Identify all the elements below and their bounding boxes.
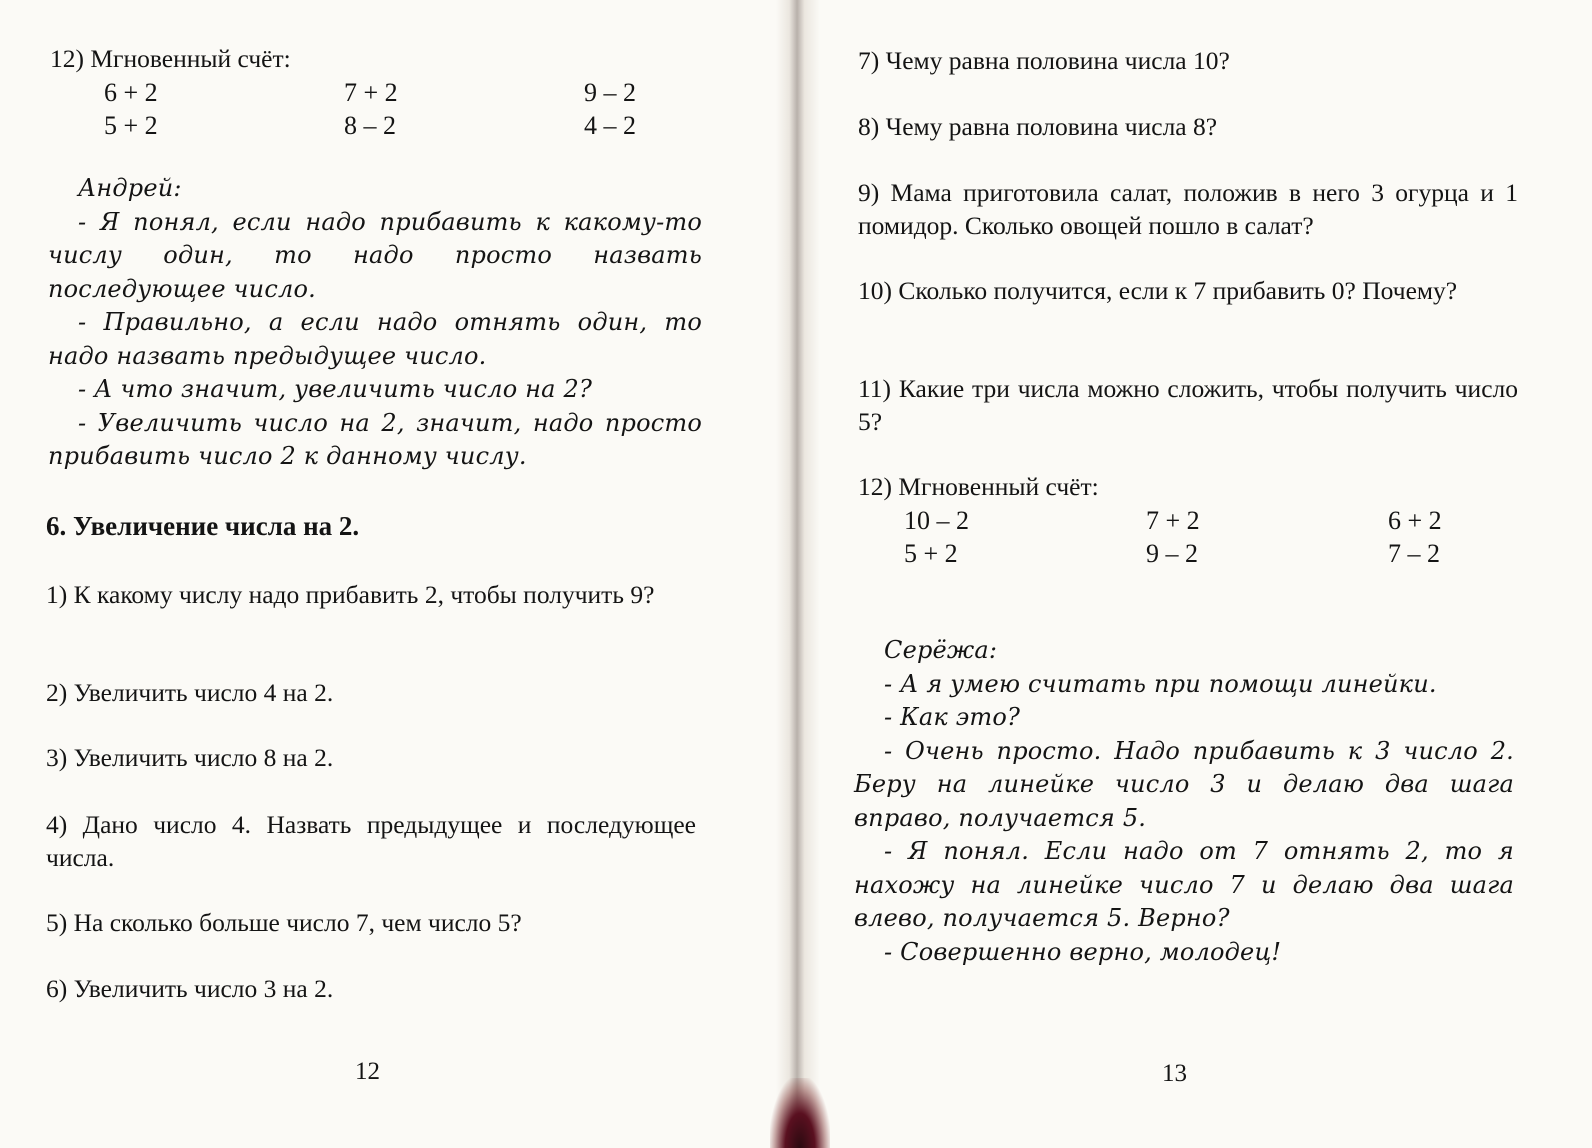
quick-count-grid <box>104 76 824 142</box>
quick-count-cell: 7 + 2 <box>1146 506 1200 535</box>
page-13 <box>808 0 1592 1148</box>
dialogue-line: - Увеличить число на 2, значит, надо просто прибавить число 2 к данному числу. <box>48 408 702 470</box>
dialogue-speaker: Андрей: <box>78 174 182 202</box>
question-5: 5) На сколько больше число 7, чем число 5? <box>46 908 522 937</box>
question-11: 11) Какие три числа можно сложить, чтобы получить число 5? <box>858 374 1518 436</box>
dialogue-line: - А что значит, увеличить число на 2? <box>78 375 593 403</box>
question-4: 4) Дано число 4. Назвать предыдущее и последующее числа. <box>46 810 696 872</box>
quick-count-cell: 6 + 2 <box>1388 506 1442 535</box>
question-8: 8) Чему равна половина числа 8? <box>858 112 1218 141</box>
dialogue-line: - Я понял, если надо прибавить к какому-то числу один, то надо просто назвать последующее число. <box>48 207 702 303</box>
dialogue-line: - Очень просто. Надо прибавить к 3 число 2. Беру на линейке число 3 и делаю два шага вправо, получается 5. <box>854 736 1514 832</box>
question-2: 2) Увеличить число 4 на 2. <box>46 678 334 707</box>
quick-count-cell: 5 + 2 <box>104 111 158 140</box>
quick-count-label: 12) Мгновенный счёт: <box>858 472 1099 501</box>
dialogue-line: - Правильно, а если надо отнять один, то надо назвать предыдущее число. <box>48 308 702 370</box>
question-3: 3) Увеличить число 8 на 2. <box>46 743 334 772</box>
dialogue-line: - А я умею считать при помощи линейки. <box>884 669 1437 698</box>
question-1: 1) К какому числу надо прибавить 2, чтобы получить 9? <box>46 580 655 609</box>
quick-count-cell: 6 + 2 <box>104 78 158 107</box>
dialogue-seryozha <box>854 634 1514 969</box>
quick-count-grid <box>904 504 1592 570</box>
quick-count-cell: 10 – 2 <box>904 506 969 535</box>
dialogue-andrey <box>48 172 702 474</box>
section-title: 6. Увеличение числа на 2. <box>46 511 360 541</box>
question-7: 7) Чему равна половина числа 10? <box>858 46 1230 75</box>
quick-count-cell: 4 – 2 <box>584 111 636 140</box>
quick-count-cell: 7 + 2 <box>344 78 398 107</box>
page-number: 13 <box>1162 1060 1187 1087</box>
page-12 <box>0 0 790 1148</box>
question-6: 6) Увеличить число 3 на 2. <box>46 974 334 1003</box>
quick-count-cell: 5 + 2 <box>904 539 958 568</box>
quick-count-cell: 8 – 2 <box>344 111 396 140</box>
question-10: 10) Сколько получится, если к 7 прибавить 0? Почему? <box>858 276 1458 305</box>
page-number: 12 <box>355 1058 380 1085</box>
dialogue-line: - Я понял. Если надо от 7 отнять 2, то я нахожу на линейке число 7 и делаю два шага влево, получается 5. Верно? <box>854 837 1514 932</box>
quick-count-cell: 9 – 2 <box>1146 539 1198 568</box>
dialogue-line: - Как это? <box>884 703 1021 731</box>
question-9: 9) Мама приготовила салат, положив в него 3 огурца и 1 помидор. Сколько овощей пошло в салат? <box>858 178 1518 240</box>
dialogue-speaker: Серёжа: <box>884 636 998 664</box>
quick-count-cell: 9 – 2 <box>584 78 636 107</box>
quick-count-label: 12) Мгновенный счёт: <box>50 44 291 73</box>
dialogue-line: - Совершенно верно, молодец! <box>884 937 1282 966</box>
quick-count-cell: 7 – 2 <box>1388 539 1440 568</box>
